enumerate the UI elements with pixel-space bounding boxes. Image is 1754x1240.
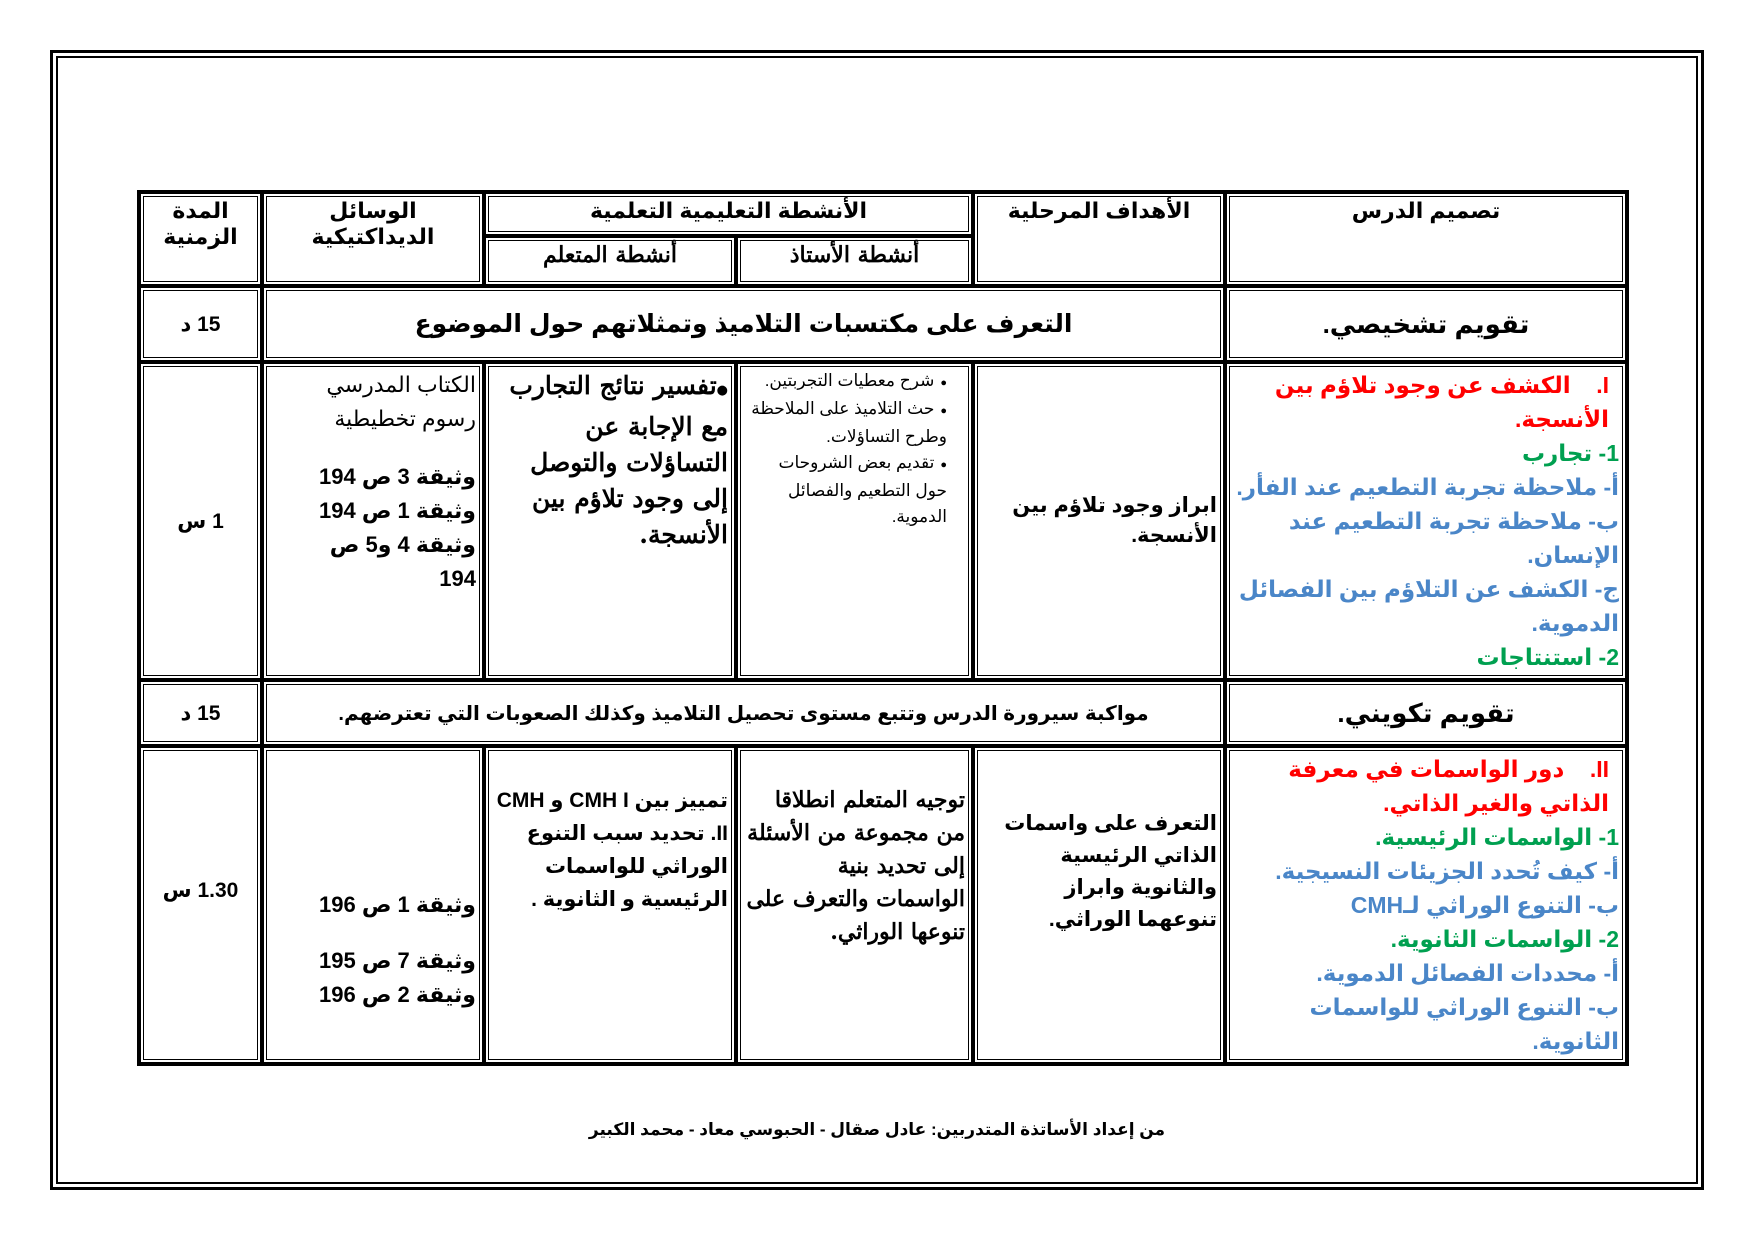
diagnostic-eval-label: تقويم تشخيصي. xyxy=(1225,286,1627,362)
section1-sub2: 2- استنتاجات xyxy=(1476,644,1619,670)
diagnostic-duration: 15 د xyxy=(139,286,262,362)
section2-duration: 1.30 س xyxy=(139,746,262,1064)
tool-textbook: الكتاب المدرسي xyxy=(326,372,476,397)
section1-learner-text: تفسير نتائج التجارب مع الإجابة عن التساؤلات والتوصل إلى وجود تلاؤم بين الأنسجة. xyxy=(509,371,728,549)
formative-eval-text: مواكبة سيرورة الدرس وتتبع مستوى تحصيل التلاميذ وكذلك الصعوبات التي تعترضهم. xyxy=(262,680,1225,746)
section2-design xyxy=(1225,746,1627,1064)
tool-document: وثيقة 7 ص 195 xyxy=(318,948,476,973)
header-learner-activities: أنشطة المتعلم xyxy=(484,236,736,286)
section1-goal: ابراز وجود تلاؤم بين الأنسجة. xyxy=(973,362,1225,680)
tool-document: وثيقة 1 ص 196 xyxy=(318,892,476,917)
section1-teacher-item: ● تقديم بعض الشروحات حول التطعيم والفصائل الدموية. xyxy=(744,450,947,530)
tool-document-page: 194 xyxy=(439,566,476,591)
formative-duration: 15 د xyxy=(139,680,262,746)
lesson-plan-table xyxy=(137,190,1629,1066)
section2-title-text: دور الواسمات في معرفة الذاتي والغير الذاتي. xyxy=(1288,756,1609,816)
section1-teacher-item: ● حث التلاميذ على الملاحظة وطرح التساؤلات. xyxy=(744,396,947,450)
section1-design xyxy=(1225,362,1627,680)
section2-number: II. xyxy=(1589,756,1609,782)
section2-sub1: 1- الواسمات الرئيسية. xyxy=(1375,824,1619,850)
section1-item-b: ب- ملاحظة تجربة التطعيم عند الإنسان. xyxy=(1288,508,1619,568)
diagnostic-eval-text: التعرف على مكتسبات التلاميذ وتمثلاتهم حول الموضوع xyxy=(262,286,1225,362)
section2-sub2: 2- الواسمات الثانوية. xyxy=(1390,926,1619,952)
section1-learner-activities: ●تفسير نتائج التجارب مع الإجابة عن التساؤلات والتوصل إلى وجود تلاؤم بين الأنسجة. xyxy=(484,362,736,680)
section1-duration: 1 س xyxy=(139,362,262,680)
section2-tools xyxy=(262,746,484,1064)
section1-teacher-item: ● شرح معطيات التجربتين. xyxy=(744,368,947,396)
tool-document: وثيقة 2 ص 196 xyxy=(318,982,476,1007)
section1-title xyxy=(1233,368,1619,436)
section1-title-text: الكشف عن وجود تلاؤم بين الأنسجة. xyxy=(1274,372,1609,432)
section2-item-a: أ- كيف تُحدد الجزيئات النسيجية. xyxy=(1275,858,1619,884)
header-duration: المدة الزمنية xyxy=(139,192,262,286)
section2-title xyxy=(1233,752,1619,820)
tool-document: وثيقة 3 ص 194 xyxy=(318,464,476,489)
section2-item-c: أ- محددات الفصائل الدموية. xyxy=(1316,960,1619,986)
header-teacher-activities: أنشطة الأستاذ xyxy=(736,236,973,286)
section1-tools xyxy=(262,362,484,680)
header-goals: الأهداف المرحلية xyxy=(973,192,1225,286)
section1-teacher-activities xyxy=(736,362,973,680)
tool-document: وثيقة 1 ص 194 xyxy=(318,498,476,523)
header-tools: الوسائل الديداكتيكية xyxy=(262,192,484,286)
tool-document: وثيقة 4 و5 ص xyxy=(329,532,476,557)
section2-teacher-activities: توجيه المتعلم انطلاقا من مجموعة من الأسئلة إلى تحديد بنية الواسمات والتعرف على تنوعها الوراثي. xyxy=(736,746,973,1064)
header-design: تصميم الدرس xyxy=(1225,192,1627,286)
section2-item-b: ب- التنوع الوراثي لـCMH xyxy=(1350,892,1619,918)
section2-goal: التعرف على واسمات الذاتي الرئيسية والثانوية وابراز تنوعهما الوراثي. xyxy=(973,746,1225,1064)
section1-item-a: أ- ملاحظة تجربة التطعيم عند الفأر. xyxy=(1236,474,1619,500)
formative-eval-label: تقويم تكويني. xyxy=(1225,680,1627,746)
tool-diagrams: رسوم تخطيطية xyxy=(334,406,476,431)
authors-footer: من إعداد الأساتذة المتدربين: عادل صقال - الحبوسي معاد - محمد الكبير xyxy=(588,1120,1166,1139)
section1-item-c: ج- الكشف عن التلاؤم بين الفصائل الدموية. xyxy=(1238,576,1619,636)
section2-item-d: ب- التنوع الوراثي للواسمات الثانوية. xyxy=(1309,994,1619,1054)
header-activities: الأنشطة التعليمية التعلمية xyxy=(484,192,973,236)
section1-sub1: 1- تجارب xyxy=(1521,440,1619,466)
section2-learner-activities: تمييز بين CMH I و CMH II. تحديد سبب التنوع الوراثي للواسمات الرئيسية و الثانوية . xyxy=(484,746,736,1064)
section1-number: I. xyxy=(1596,372,1609,398)
